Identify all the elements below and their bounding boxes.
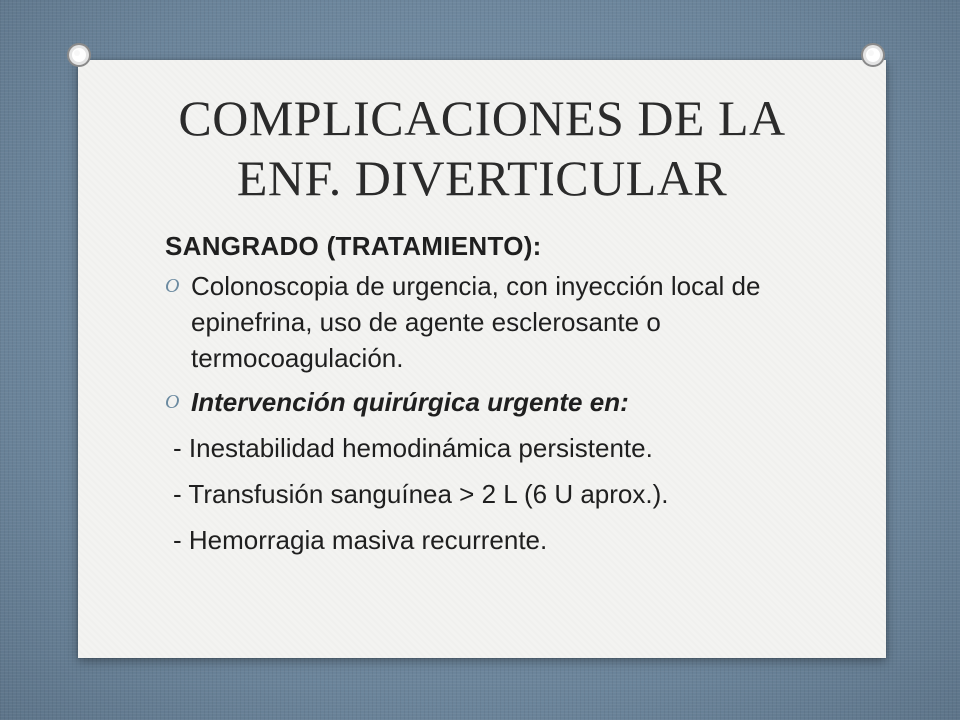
slide-title-line-2: ENF. DIVERTICULAR [236, 150, 728, 206]
sub-list-item: - Inestabilidad hemodinámica persistente. [173, 433, 653, 463]
bullet-item [165, 268, 825, 376]
section-subheading: SANGRADO (TRATAMIENTO): [165, 231, 542, 261]
pushpin-icon [64, 40, 94, 70]
pushpin-icon [858, 40, 888, 70]
bullet-marker: O [165, 275, 180, 297]
slide-title-line-1: COMPLICACIONES DE LA [178, 90, 786, 146]
slide-title [78, 88, 886, 208]
sub-list-item: - Hemorragia masiva recurrente. [173, 525, 548, 555]
bullet-marker: O [165, 391, 180, 413]
bullet-item [165, 384, 825, 420]
slide-content [165, 228, 825, 558]
bullet-text: Intervención quirúrgica urgente en: [191, 387, 629, 417]
bullet-text: Colonoscopia de urgencia, con inyección local de epinefrina, uso de agente esclerosante o termocoagulación. [191, 271, 761, 373]
sub-list-item: - Transfusión sanguínea > 2 L (6 U aprox.). [173, 479, 669, 509]
